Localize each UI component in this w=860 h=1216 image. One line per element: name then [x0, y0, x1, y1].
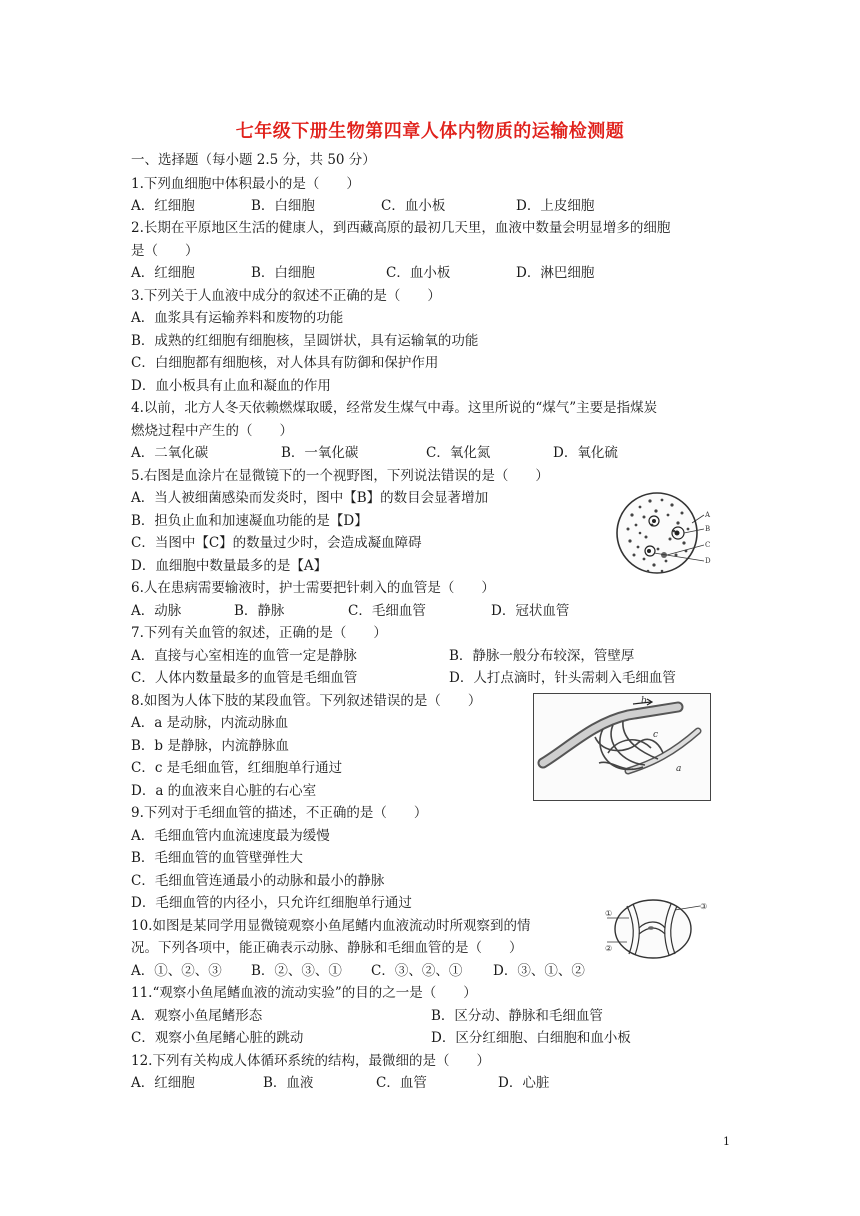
- q7-option-b: B．静脉一般分布较深，管壁厚: [449, 648, 635, 664]
- q11-option-a: A．观察小鱼尾鳍形态: [131, 1008, 263, 1024]
- q9-stem: 9.下列对于毛细血管的描述，不正确的是（ ）: [131, 805, 428, 821]
- fig5-label-d: D: [705, 557, 711, 565]
- section-heading: 一、选择题（每小题 2.5 分，共 50 分）: [131, 152, 376, 168]
- page-title: 七年级下册生物第四章人体内物质的运输检测题: [235, 121, 625, 142]
- fig10-label-1: ①: [605, 909, 613, 918]
- q6-option-b: B．静脉: [234, 603, 285, 619]
- q5-option-d: D．血细胞中数量最多的是【A】: [131, 558, 328, 574]
- q1-stem: 1.下列血细胞中体积最小的是（ ）: [131, 176, 360, 192]
- q12-option-b: B．血液: [263, 1075, 314, 1091]
- q11-option-c: C．观察小鱼尾鳍心脏的跳动: [131, 1030, 304, 1046]
- q8-option-b: B．b 是静脉，内流静脉血: [131, 738, 289, 754]
- q2-stem-line2: 是（ ）: [131, 243, 199, 259]
- blood-smear-figure: [612, 485, 712, 585]
- q1-option-c: C．血小板: [381, 198, 446, 214]
- q11-option-b: B．区分动、静脉和毛细血管: [431, 1008, 603, 1024]
- q2-option-c: C．血小板: [386, 265, 451, 281]
- q4-stem-line1: 4.以前，北方人冬天依赖燃煤取暖，经常发生煤气中毒。这里所说的“煤气”主要是指煤炭: [131, 400, 658, 416]
- q5-option-b: B．担负止血和加速凝血功能的是【D】: [131, 513, 368, 529]
- q1-option-b: B．白细胞: [251, 198, 315, 214]
- q10-option-d: D．③、①、②: [493, 963, 585, 979]
- q9-option-d: D．毛细血管的内径小，只允许红细胞单行通过: [131, 895, 412, 911]
- q6-option-c: C．毛细血管: [348, 603, 426, 619]
- q10-stem-line1: 10.如图是某同学用显微镜观察小鱼尾鳍内血液流动时所观察到的情: [131, 918, 531, 934]
- q4-option-c: C．氧化氮: [426, 445, 491, 461]
- q9-option-c: C．毛细血管连通最小的动脉和最小的静脉: [131, 873, 385, 889]
- q3-option-d: D．血小板具有止血和凝血的作用: [131, 378, 331, 394]
- q12-option-d: D．心脏: [498, 1075, 550, 1091]
- q3-option-a: A．血浆具有运输养料和废物的功能: [131, 310, 344, 326]
- q7-stem: 7.下列有关血管的叙述，正确的是（ ）: [131, 625, 387, 641]
- q3-option-c: C．白细胞都有细胞核，对人体具有防御和保护作用: [131, 355, 439, 371]
- q10-option-a: A．①、②、③: [131, 963, 222, 979]
- fig8-label-b: b: [641, 696, 647, 706]
- q12-stem: 12.下列有关构成人体循环系统的结构，最微细的是（ ）: [131, 1053, 490, 1069]
- q2-option-b: B．白细胞: [251, 265, 315, 281]
- q10-option-c: C．③、②、①: [371, 963, 463, 979]
- q2-option-d: D．淋巴细胞: [516, 265, 595, 281]
- q5-option-c: C．当图中【C】的数量过少时，会造成凝血障碍: [131, 535, 422, 551]
- q6-option-a: A．动脉: [131, 603, 182, 619]
- fig5-label-c: C: [705, 541, 711, 549]
- q5-option-a: A．当人被细菌感染而发炎时，图中【B】的数目会显著增加: [131, 490, 489, 506]
- q12-option-c: C．血管: [376, 1075, 427, 1091]
- q7-option-c: C．人体内数量最多的血管是毛细血管: [131, 670, 358, 686]
- q1-option-a: A．红细胞: [131, 198, 195, 214]
- q4-option-a: A．二氧化碳: [131, 445, 209, 461]
- q5-stem: 5.右图是血涂片在显微镜下的一个视野图，下列说法错误的是（ ）: [131, 468, 549, 484]
- q2-stem-line1: 2.长期在平原地区生活的健康人，到西藏高原的最初几天里，血液中数量会明显增多的细胞: [131, 220, 671, 236]
- q7-option-d: D．人打点滴时，针头需刺入毛细血管: [449, 670, 676, 686]
- q11-option-d: D．区分红细胞、白细胞和血小板: [431, 1030, 631, 1046]
- fig5-label-a: A: [705, 511, 711, 519]
- q12-option-a: A．红细胞: [131, 1075, 195, 1091]
- q2-option-a: A．红细胞: [131, 265, 195, 281]
- q9-option-b: B．毛细血管的血管壁弹性大: [131, 850, 303, 866]
- q6-stem: 6.人在患病需要输液时，护士需要把针刺入的血管是（ ）: [131, 580, 495, 596]
- page-number: 1: [723, 1135, 730, 1148]
- q3-stem: 3.下列关于人血液中成分的叙述不正确的是（ ）: [131, 288, 441, 304]
- q7-option-a: A．直接与心室相连的血管一定是静脉: [131, 648, 357, 664]
- q3-option-b: B．成熟的红细胞有细胞核，呈圆饼状，具有运输氧的功能: [131, 333, 479, 349]
- q1-option-d: D．上皮细胞: [516, 198, 595, 214]
- q6-option-d: D．冠状血管: [491, 603, 570, 619]
- q11-stem: 11.“观察小鱼尾鳍血液的流动实验”的目的之一是（ ）: [131, 985, 477, 1001]
- q4-option-b: B．一氧化碳: [281, 445, 359, 461]
- q10-stem-line2: 况。下列各项中，能正确表示动脉、静脉和毛细血管的是（ ）: [131, 940, 523, 956]
- fig10-label-2: ②: [605, 944, 613, 953]
- lower-limb-vessels-figure: [533, 693, 711, 801]
- q4-option-d: D．氧化硫: [553, 445, 618, 461]
- q10-option-b: B．②、③、①: [251, 963, 342, 979]
- q8-option-a: A．a 是动脉，内流动脉血: [131, 715, 289, 731]
- q9-option-a: A．毛细血管内血流速度最为缓慢: [131, 828, 330, 844]
- q8-option-c: C．c 是毛细血管，红细胞单行通过: [131, 760, 343, 776]
- q8-stem: 8.如图为人体下肢的某段血管。下列叙述错误的是（ ）: [131, 693, 482, 709]
- q4-stem-line2: 燃烧过程中产生的（ ）: [131, 423, 293, 439]
- q8-option-d: D．a 的血液来自心脏的右心室: [131, 783, 317, 799]
- fig10-label-3: ③: [700, 902, 708, 911]
- fish-tail-blood-flow-figure: [605, 898, 709, 960]
- fig8-label-a: a: [676, 764, 682, 774]
- fig8-label-c: c: [653, 730, 659, 740]
- fig5-label-b: B: [705, 525, 711, 533]
